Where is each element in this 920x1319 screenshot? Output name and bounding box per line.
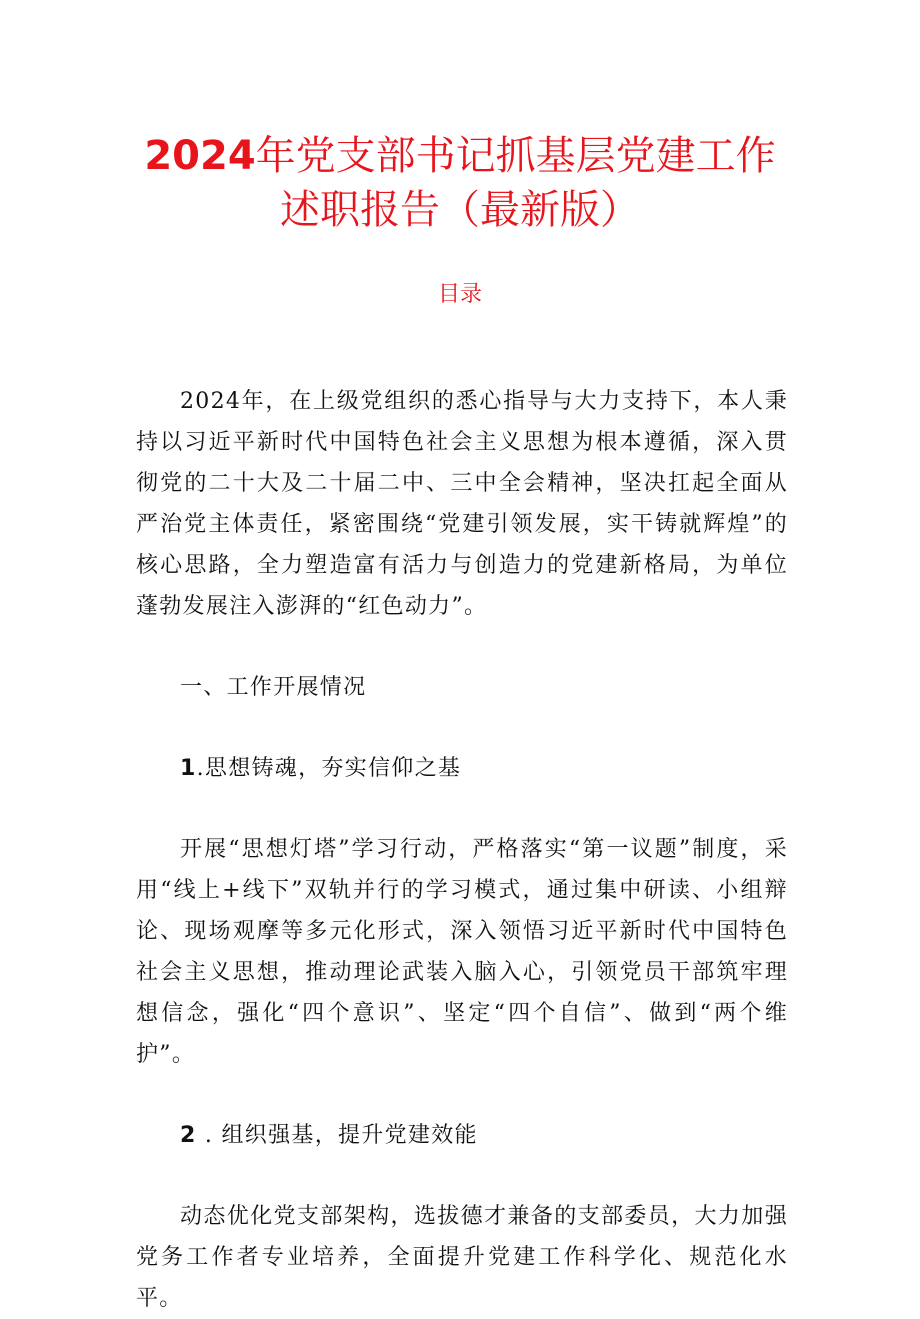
subsection-title-2: . 组织强基，提升党建效能 <box>196 1123 478 1148</box>
subsection-number-1: 1 <box>180 756 197 781</box>
title-line-1-text: 年党支部书记抓基层党建工作 <box>255 133 776 179</box>
document-body <box>136 381 788 1319</box>
subsection-heading-1 <box>136 748 788 789</box>
title-year: 2024 <box>144 133 256 179</box>
subsection-number-2: 2 <box>180 1123 197 1148</box>
subsection-heading-2 <box>136 1115 788 1156</box>
document-title-line-2: 述职报告（最新版） <box>280 187 640 233</box>
subsection-title-1: .思想铸魂，夯实信仰之基 <box>196 756 462 781</box>
section-heading-1: 一、工作开展情况 <box>180 675 367 700</box>
subsection-body-2: 动态优化党支部架构，选拔德才兼备的支部委员，大力加强党务工作者专业培养，全面提升党建工作科学化、规范化水平。 <box>136 1204 788 1311</box>
toc-label: 目录 <box>437 282 482 307</box>
subsection-body-1: 开展“思想灯塔”学习行动，严格落实“第一议题”制度，采用“线上+线下”双轨并行的学习模式，通过集中研读、小组辩论、现场观摩等多元化形式，深入领悟习近平新时代中国特色社会主义思想，推动理论武装入脑入心，引领党员干部筑牢理想信念，强化“四个意识”、坚定“四个自信”、做到“两个维护”。 <box>136 837 788 1067</box>
intro-paragraph: 2024年，在上级党组织的悉心指导与大力支持下，本人秉持以习近平新时代中国特色社会主义思想为根本遵循，深入贯彻党的二十大及二十届二中、三中全会精神，坚决扛起全面从严治党主体责任，紧密围绕“党建引领发展，实干铸就辉煌”的核心思路，全力塑造富有活力与创造力的党建新格局，为单位蓬勃发展注入澎湃的“红色动力”。 <box>136 389 788 619</box>
